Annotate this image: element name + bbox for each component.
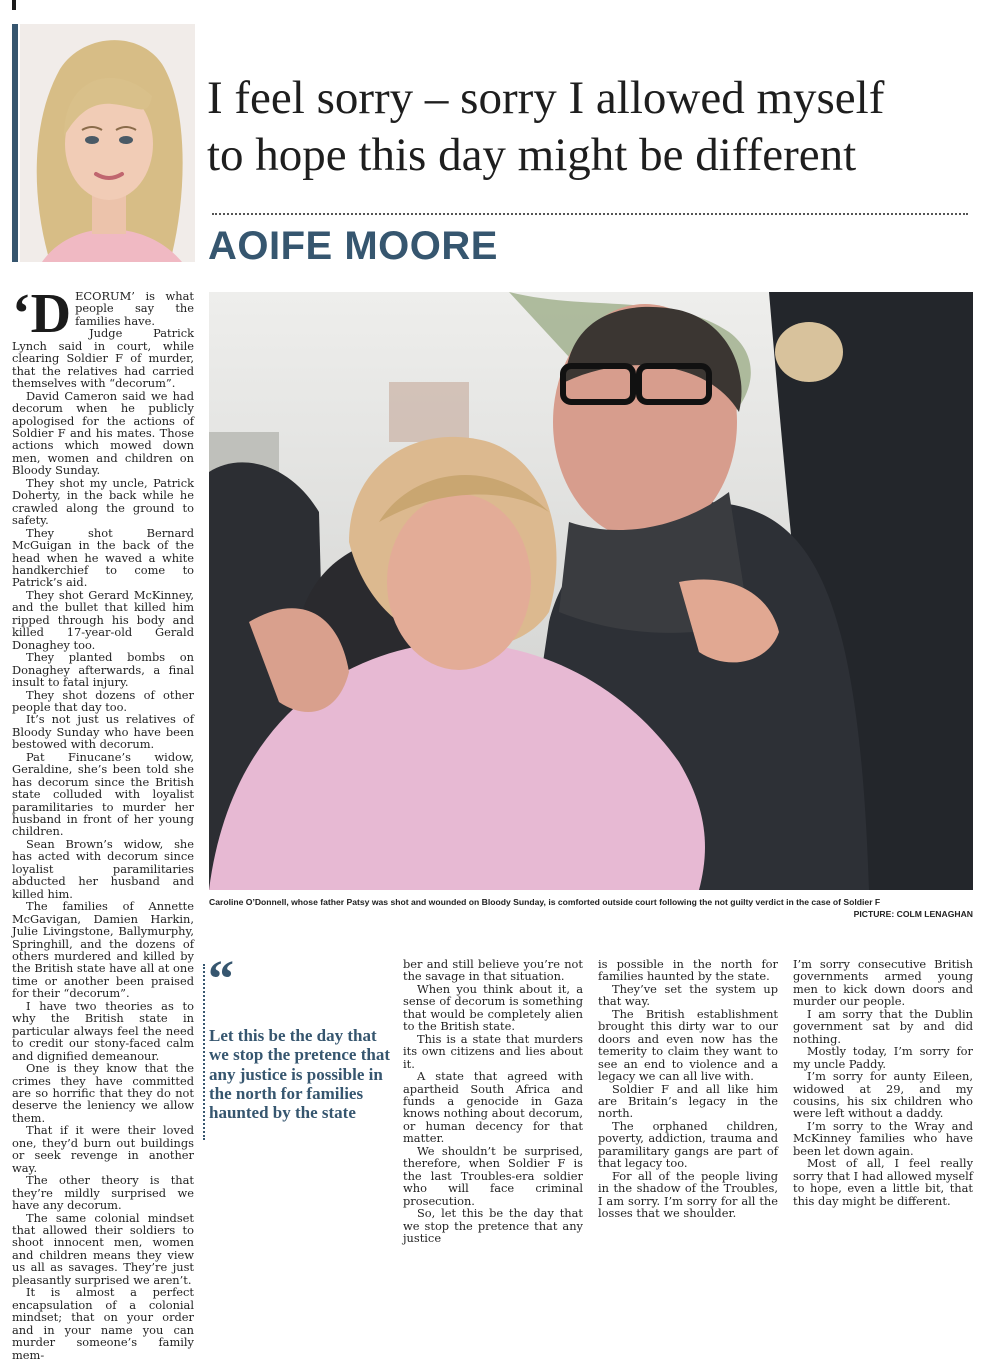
paragraph: The British establishment brought this dirty war to our doors and even now has the temerity to claim they want to see an end to violence and a legacy we can all live with. xyxy=(598,1006,778,1084)
paragraph: The other theory is that they’re mildly surprised we have any decorum. xyxy=(12,1173,194,1213)
paragraph: They shot Gerard McKinney, and the bullet that killed him ripped through his body and killed 17-year-old Gerald Donaghey too. xyxy=(12,587,194,652)
paragraph: So, let this be the day that we stop the pretence that any justice xyxy=(403,1206,583,1245)
paragraph: I am sorry that the Dublin government sat by and did nothing. xyxy=(793,1006,973,1046)
paragraph: Most of all, I feel really sorry that I had allowed myself to hope, even a little bit, that this day might be different. xyxy=(793,1156,973,1208)
paragraph: They planted bombs on Donaghey afterwards, a final insult to fatal injury. xyxy=(12,650,194,690)
paragraph: It’s not just us relatives of Bloody Sunday who have been bestowed with decorum. xyxy=(12,712,194,752)
paragraph: I’m sorry to the Wray and McKinney families who have been let down again. xyxy=(793,1118,973,1158)
top-rule-mark xyxy=(12,0,16,10)
headline-line-2: to hope this day might be different xyxy=(207,129,857,181)
paragraph: Soldier F and all like him are Britain’s legacy in the north. xyxy=(598,1081,778,1121)
news-photo xyxy=(209,292,973,890)
author-byline: AOIFE MOORE xyxy=(208,224,498,268)
article-column-4 xyxy=(793,958,973,1207)
paragraph: ber and still believe you’re not the savage in that situation. xyxy=(403,957,583,984)
paragraph: David Cameron said we had decorum when he publicly apologised for the actions of Soldier F and his mates. Those actions which mowed down men, women and children on Bloody Sunday. xyxy=(12,388,194,478)
paragraph: They’ve set the system up that way. xyxy=(598,981,778,1009)
paragraph: A state that agreed with apartheid South Africa and funds a genocide in Gaza knows nothing about decorum, or human decency for that matter. xyxy=(403,1069,583,1146)
paragraph: That if it were their loved one, they’d burn out buildings or seek revenge in another way. xyxy=(12,1123,194,1175)
author-headshot xyxy=(20,24,195,262)
paragraph: The families of Annette McGavigan, Damien Harkin, Julie Livingstone, Ballymurphy, Springhill, and the dozens of others murdered and killed by the British state have all at one time or another been praised for their “decorum”. xyxy=(12,899,194,1001)
paragraph: For all of the people living in the shadow of the Troubles, I am sorry. I’m sorry for all the losses that we shoulder. xyxy=(598,1168,778,1221)
paragraph: I’m sorry for aunty Eileen, widowed at 29, and my cousins, his six children who were left without a daddy. xyxy=(793,1069,973,1121)
paragraph: The orphaned children, poverty, addiction, trauma and paramilitary gangs are part of that legacy too. xyxy=(598,1118,778,1171)
dotted-divider xyxy=(212,213,968,215)
headline-line-1: I feel sorry – sorry I allowed myself xyxy=(207,72,885,124)
quote-mark-icon: “ xyxy=(208,951,234,1008)
paragraph: is possible in the north for families haunted by the state. xyxy=(598,957,778,984)
paragraph: They shot Bernard McGuigan in the back of the head when he waved a white handkerchief to come to Patrick’s aid. xyxy=(12,525,194,590)
article-column-1 xyxy=(12,283,194,1362)
article-column-2 xyxy=(403,958,583,1244)
paragraph: Pat Finucane’s widow, Geraldine, she’s been told she has decorum since the British state colluded with loyalist paramilitaries to murder her husband in front of her young children. xyxy=(12,749,194,839)
paragraph: Judge Patrick Lynch said in court, while clearing Soldier F of murder, that the relatives had carried themselves with “decorum”. xyxy=(12,326,194,391)
paragraph: Mostly today, I’m sorry for my uncle Paddy. xyxy=(793,1044,973,1071)
article-headline xyxy=(207,70,977,184)
article-column-3 xyxy=(598,958,778,1220)
paragraph: The same colonial mindset that allowed their soldiers to shoot innocent men, women and children means they view us all as savages. They’re just pleasantly surprised we aren’t. xyxy=(12,1210,194,1287)
pullquote-dotted-rule xyxy=(203,964,205,1140)
paragraph: Sean Brown’s widow, she has acted with decorum since loyalist paramilitaries abducted her husband and killed him. xyxy=(12,836,194,901)
paragraph: When you think about it, a sense of decorum is something that would be completely alien to the British state. xyxy=(403,981,583,1034)
paragraph: We shouldn’t be surprised, therefore, when Soldier F is the last Troubles-era soldier who will face criminal prosecution. xyxy=(403,1143,583,1208)
paragraph: This is a state that murders its own citizens and lies about it. xyxy=(403,1031,583,1071)
paragraph: They shot my uncle, Patrick Doherty, in the back while he crawled along the ground to safety. xyxy=(12,475,194,528)
paragraph: ‘DECORUM’ is what people say the families have. xyxy=(12,283,194,345)
pull-quote: Let this be the day that we stop the pretence that any justice is possible in the north for families haunted by the state xyxy=(209,1026,390,1123)
photo-credit: PICTURE: COLM LENAGHAN xyxy=(853,909,973,919)
paragraph: I have two theories as to why the British state in particular always feel the need to credit our stony-faced calm and dignified demeanour. xyxy=(12,998,194,1063)
drop-cap: ‘D xyxy=(12,283,72,345)
paragraph: I’m sorry consecutive British governments armed young men to kick down doors and murder our people. xyxy=(793,957,973,1009)
header-accent-bar xyxy=(12,24,18,262)
paragraph: They shot dozens of other people that day too. xyxy=(12,687,194,714)
paragraph: It is almost a perfect encapsulation of a colonial mindset; that on your order and in your name you can murder someone’s family mem- xyxy=(12,1285,194,1362)
photo-caption: Caroline O’Donnell, whose father Patsy was shot and wounded on Bloody Sunday, is comforted outside court following the not guilty verdict in the case of Soldier F xyxy=(209,897,881,907)
paragraph: One is they know that the crimes they have committed are so horrific that they do not deserve the leniency we allow them. xyxy=(12,1061,194,1125)
